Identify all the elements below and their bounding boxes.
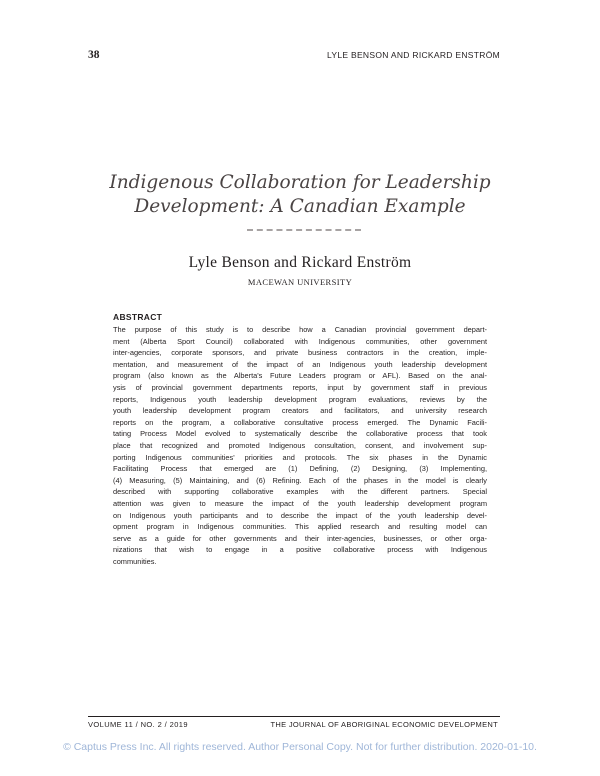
title-divider (247, 229, 361, 231)
abstract-body (113, 324, 487, 567)
abstract-line: mentation, and measurement of the impact of an Indigenous youth leadership development (113, 359, 487, 369)
article-title (86, 171, 514, 219)
abstract-line: (4) Measuring, (5) Maintaining, and (6) Refining. Each of the phases in the model is clearly (113, 475, 487, 485)
abstract-line: ysis of provincial government departments reports, input by government staff in previous (113, 382, 487, 392)
copyright-watermark: © Captus Press Inc. All rights reserved. Author Personal Copy. Not for further distribution. 2020-01-10. (63, 741, 537, 753)
abstract-line: described with supporting collaborative examples with the different partners. Special (113, 487, 487, 497)
footer-divider (88, 716, 500, 717)
title-line: Development: A Canadian Example (134, 196, 466, 217)
journal-volume: VOLUME 11 / NO. 2 / 2019 (88, 720, 188, 729)
abstract-heading: ABSTRACT (113, 312, 163, 322)
page-number: 38 (88, 49, 100, 61)
abstract-line: attention was given to measure the impact of the youth leadership development program (113, 498, 487, 508)
journal-name: THE JOURNAL OF ABORIGINAL ECONOMIC DEVELOPMENT (270, 720, 498, 729)
running-head: LYLE BENSON AND RICKARD ENSTRÖM (326, 50, 500, 60)
abstract-line: nizations that wish to engage in a positive collaborative process with Indigenous (113, 545, 487, 555)
abstract-line: reports on the program, a collaborative consultative process emerged. The Dynamic Facili- (113, 417, 487, 427)
abstract-line: tating Process Model evolved to systematically describe the collaborative process that took (113, 429, 487, 439)
abstract-line: Facilitating Process that emerged are (1) Defining, (2) Designing, (3) Implementing, (113, 464, 487, 474)
abstract-line: inter-agencies, corporate sponsors, and private business contractors in the creation, imple- (113, 348, 487, 358)
abstract-line: youth leadership development program creators and facilitators, and university research (113, 406, 487, 416)
abstract-line: program (also known as the Alberta's Future Leaders program or AFL). Based on the anal- (113, 371, 487, 381)
abstract-line: reports, Indigenous youth leadership development program evaluations, reviews by the (113, 394, 487, 404)
abstract-line: communities. (113, 556, 157, 566)
abstract-line: porting Indigenous communities' priorities and protocols. The six phases in the Dynamic (113, 452, 487, 462)
authors: Lyle Benson and Rickard Enström (188, 254, 412, 271)
title-line: Indigenous Collaboration for Leadership (109, 172, 491, 193)
abstract-line: The purpose of this study is to describe how a Canadian provincial government depart- (113, 325, 487, 334)
abstract-line: serve as a guide for other governments and their inter-agencies, businesses, or other orga- (113, 533, 487, 543)
abstract-line: ment (Alberta Sport Council) collaborated with Indigenous communities, other government (113, 336, 487, 346)
affiliation: MACEWAN UNIVERSITY (247, 277, 353, 287)
abstract-line: on Indigenous youth participants and to describe the impact of the youth leadership devel- (113, 510, 487, 520)
abstract-line: place that recognized and promoted Indigenous consultation, consent, and involvement sup- (113, 440, 487, 450)
abstract-line: opment program in Indigenous communities. This applied research and resulting model can (113, 522, 487, 532)
